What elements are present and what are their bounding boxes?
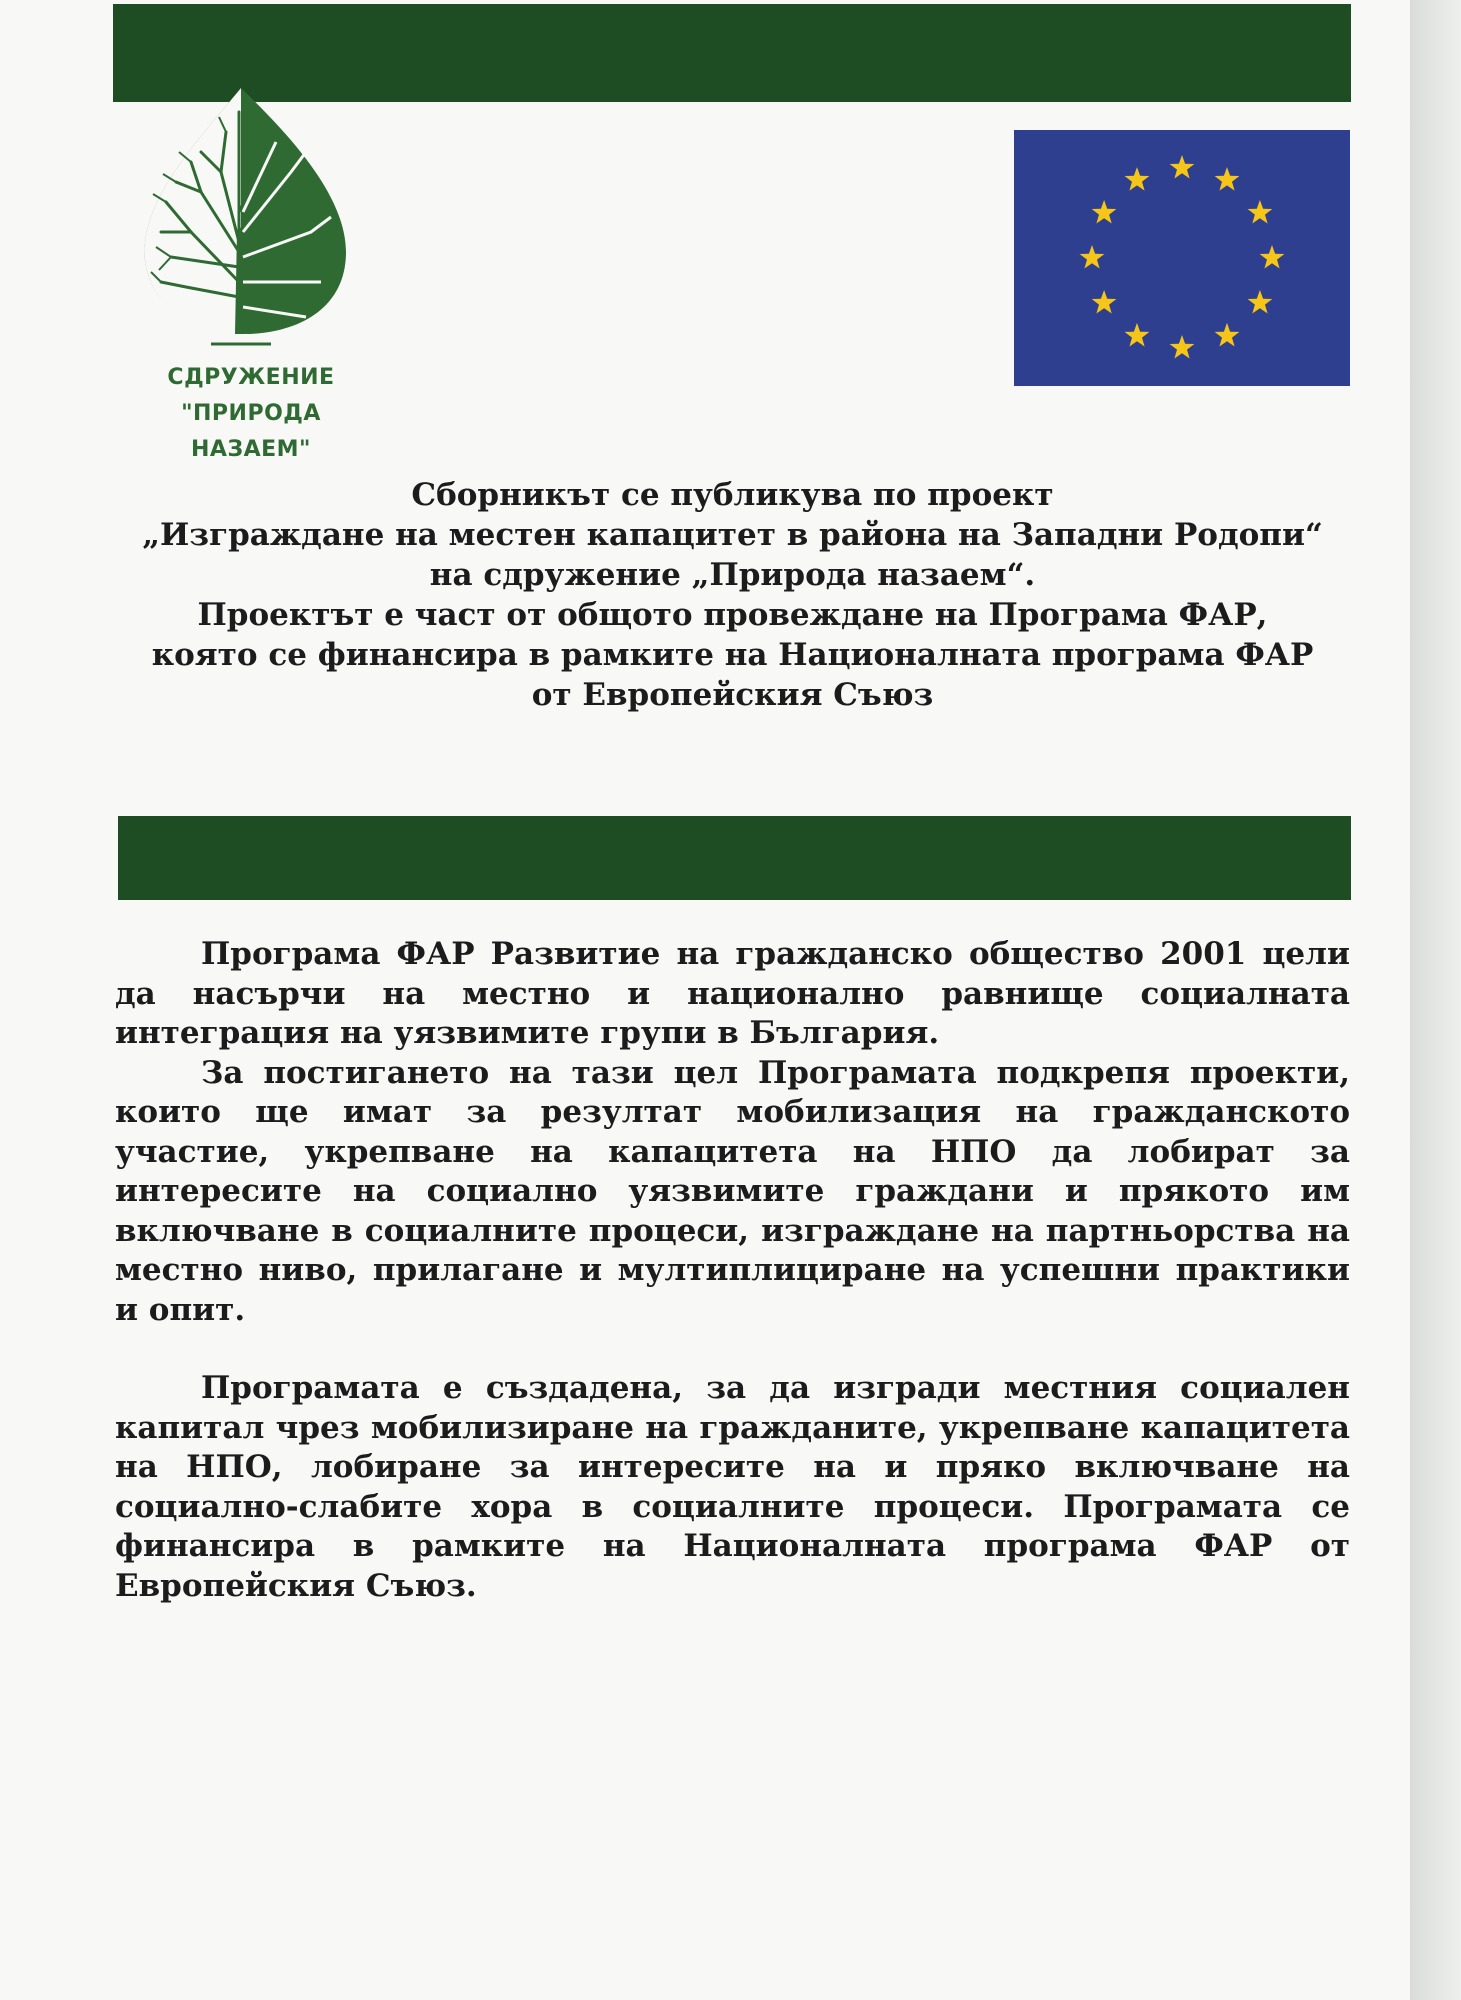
notice-line: която се финансира в рамките на Националната програма ФАР — [151, 637, 1314, 673]
notice-line: Сборникът се публикува по проект — [411, 477, 1054, 513]
notice-line: на сдружение „Природа назаем“. — [429, 557, 1036, 593]
paragraph: За постигането на тази цел Програмата подкрепя проекти, които ще имат за резултат мобилизация на гражданското участие, укрепване на капацитета на НПО да лобират за интересите на социално уязвимите граждани и прякото им включване в социалните процеси, изграждане на партньорства на местно ниво, прилагане и мултиплициране на успешни практики и опит. — [115, 1054, 1350, 1328]
notice-line: Проектът е част от общото провеждане на Програма ФАР, — [197, 597, 1268, 633]
notice-line: от Европейския Съюз — [531, 677, 934, 713]
program-description — [115, 935, 1350, 1606]
page-edge — [1410, 0, 1461, 2000]
organization-name-line-1: СДРУЖЕНИЕ — [167, 365, 335, 390]
tree-leaf-logo-icon — [131, 82, 361, 352]
organization-logo — [125, 82, 385, 462]
middle-green-bar — [118, 816, 1351, 900]
organization-name-line-2: "ПРИРОДА НАЗАЕМ" — [181, 401, 321, 462]
publication-notice — [110, 475, 1355, 715]
notice-line: „Изграждане на местен капацитет в района на Западни Родопи“ — [142, 517, 1323, 553]
eu-flag-icon — [1014, 130, 1350, 386]
organization-name — [125, 360, 377, 468]
paragraph: Програмата е създадена, за да изгради местния социален капитал чрез мобилизиране на гражданите, укрепване капацитета на НПО, лобиране за интересите на и пряко включване на социално-слабите хора в социалните процеси. Програмата се финансира в рамките на Националната програма ФАР от Европейския Съюз. — [115, 1370, 1350, 1604]
paragraph: Програма ФАР Развитие на гражданско общество 2001 цели да насърчи на местно и национално равнище социалната интеграция на уязвимите групи в България. — [115, 936, 1350, 1051]
